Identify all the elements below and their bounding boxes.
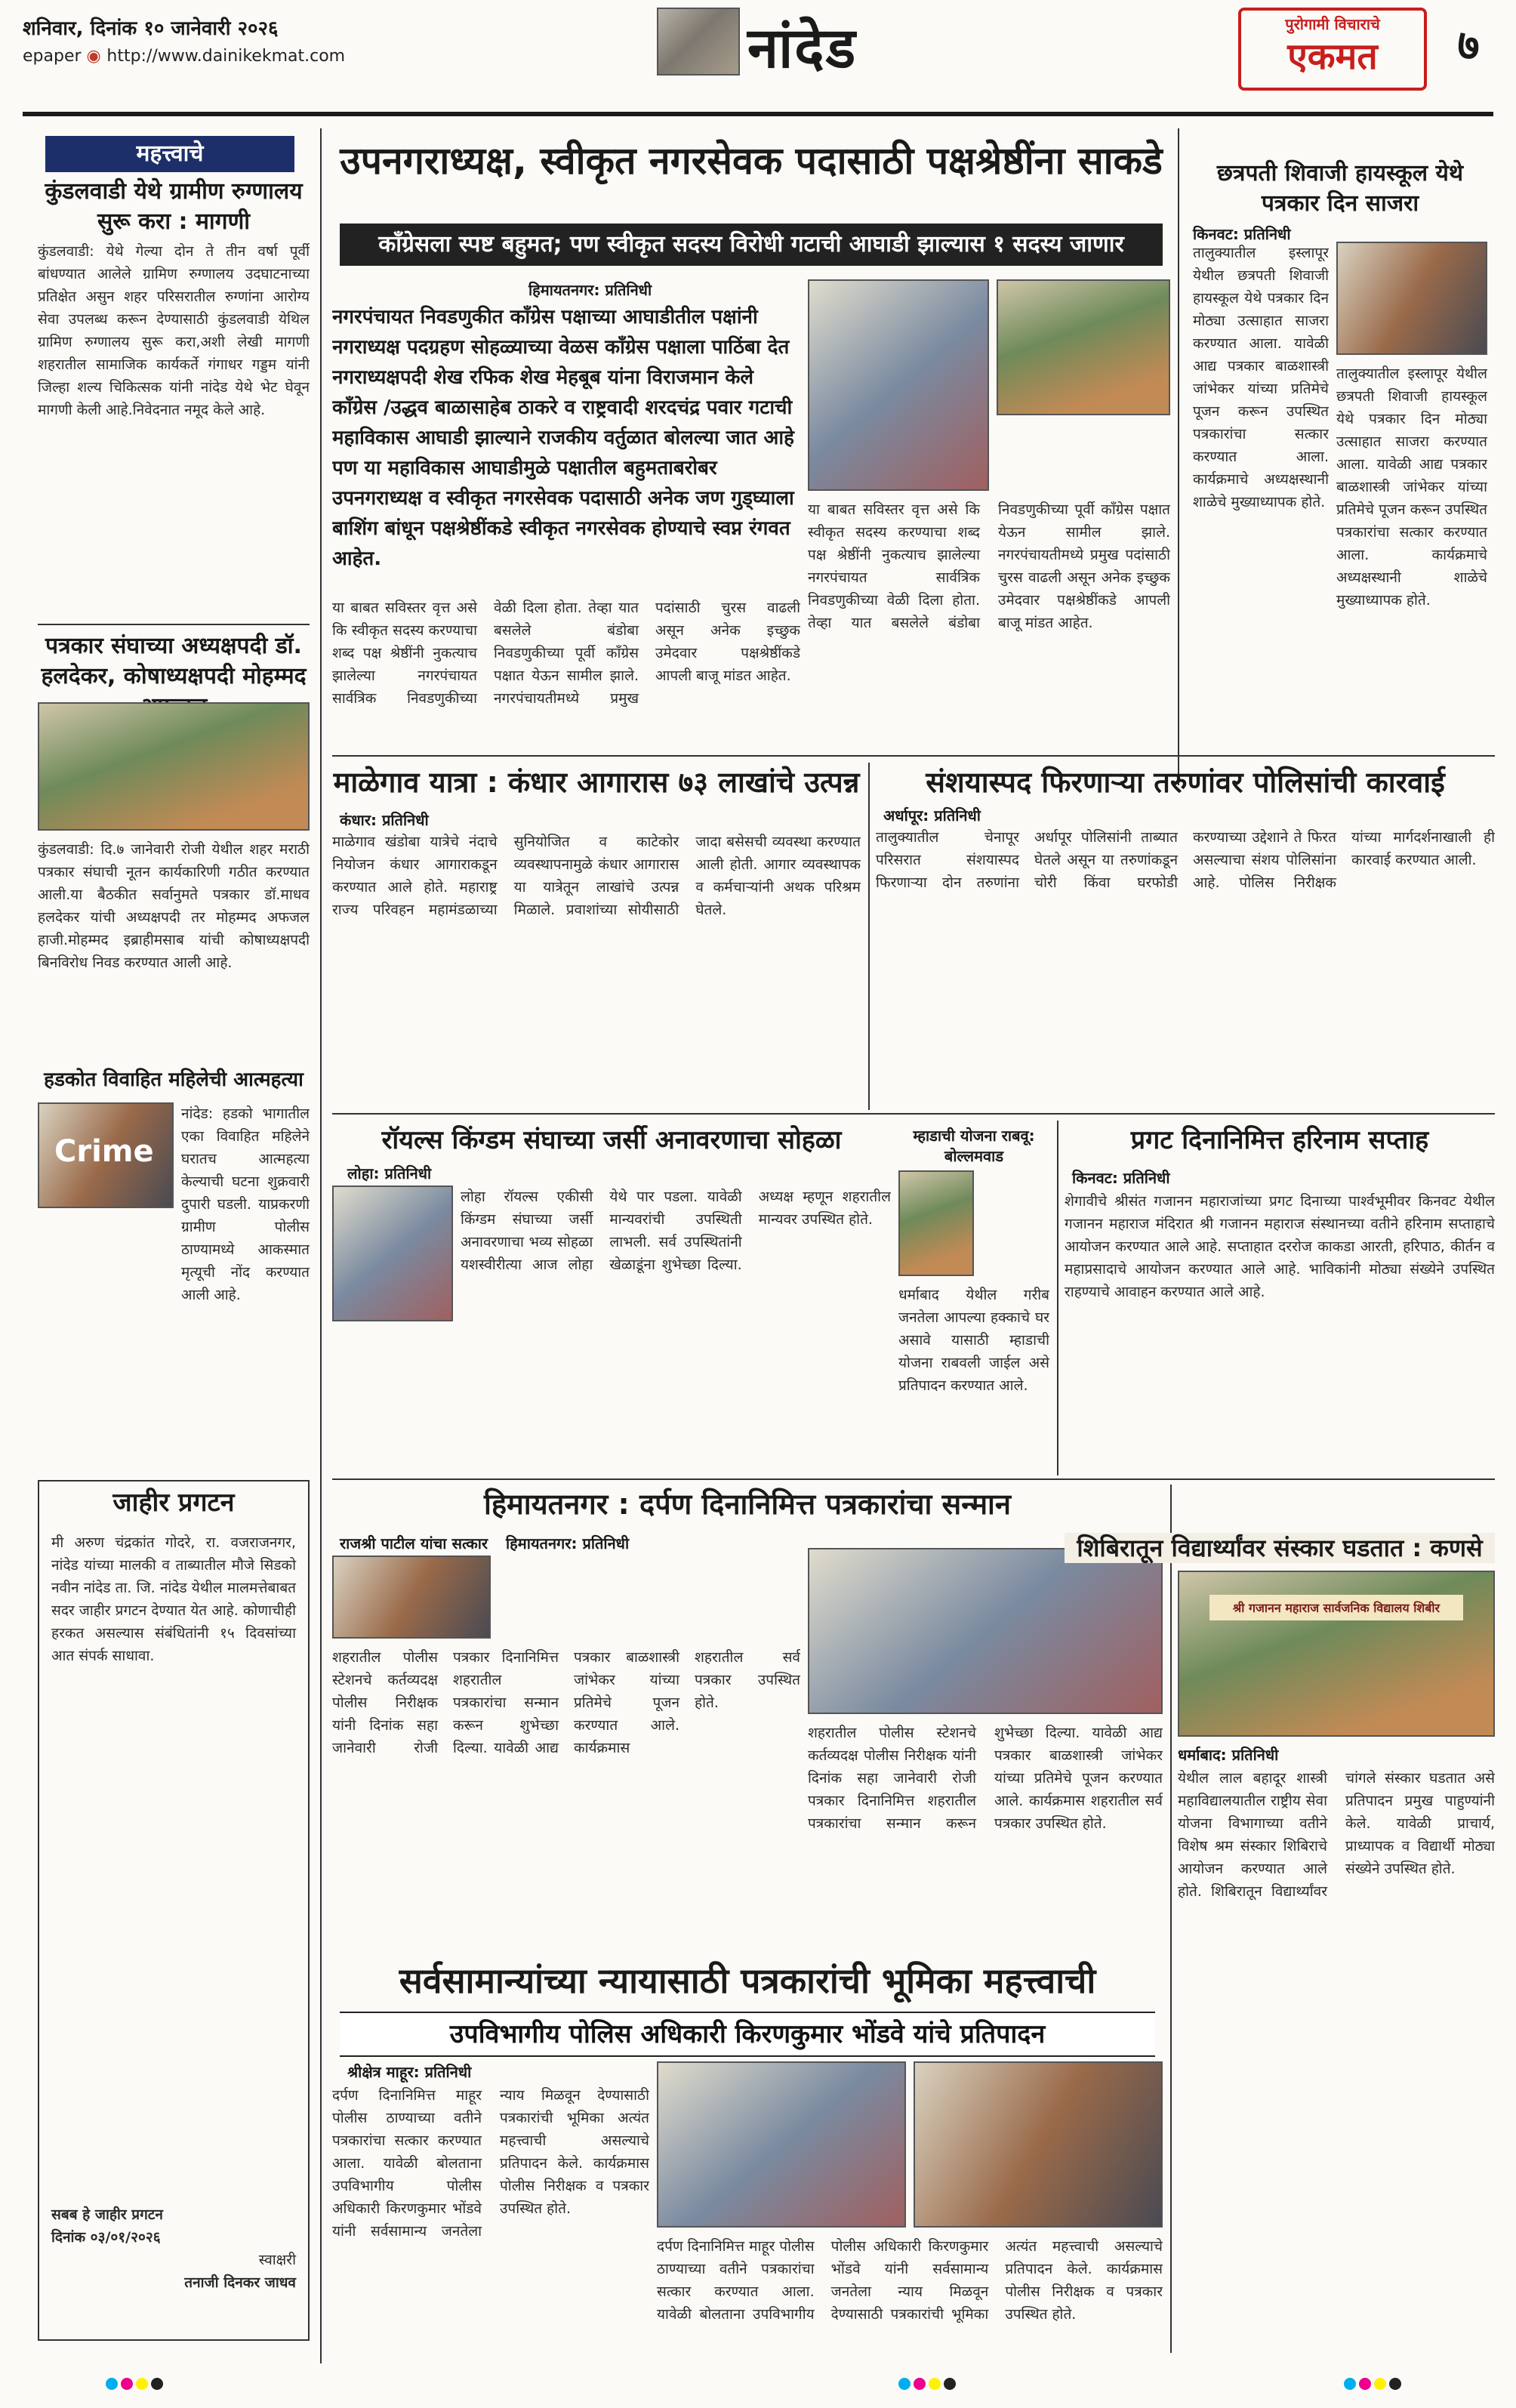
police-body-continued: दर्पण दिनानिमित्त माहूर पोलीस ठाण्याच्या वतीने पत्रकारांचा सत्कार करण्यात आला. यावेळी बोलताना उपविभागीय पोलीस अधिकारी किरणकुमार भोंडवे यांनी सर्वसामान्य जनतेला न्याय मिळवून देण्यासाठी पत्रकारांची भूमिका अत्यंत महत्त्वाची असल्याचे प्रतिपादन केले. कार्यक्रमास पोलीस निरीक्षक व पत्रकार उपस्थित होते. [657,2238,1163,2323]
story3-headline: हडकोत विवाहित महिलेची आत्महत्या [44,1068,304,1091]
crime-image [38,1102,174,1208]
shibir-headline: शिबिरातून विद्यार्थ्यांवर संस्कार घडतात : कणसे [1065,1533,1495,1563]
issue-date: शनिवार, दिनांक १० जानेवारी २०२६ [23,17,279,40]
jersey-byline: लोहा: प्रतिनिधी [347,1164,432,1182]
jersey-photo [332,1186,453,1321]
divider [38,624,310,625]
lead-photo-officials [997,279,1170,415]
darpan-photo-main [808,1548,1163,1714]
city-emblem-image [657,8,740,76]
divider [332,755,1495,757]
theft-byline: अर्धापूर: प्रतिनिधी [883,806,981,825]
column-divider [868,763,870,1110]
story2-body: कुंडलवाडी: दि.७ जानेवारी रोजी येथील शहर मराठी पत्रकार संघाची नूतन कार्यकारिणी गठीत करण्यात आली.या बैठकीत सर्वानुमते पत्रकार डॉ.माधव हलदेकर यांची अध्यक्षपदी तर मोहम्मद अफजल हाजी.मोहम्मद इब्राहीमसाब यांची कोषाध्यक्षपदी बिनविरोध निवड करण्यात आली आहे. [38,841,310,971]
patrakar-din-byline: किनवट: प्रतिनिधी [1193,225,1291,243]
epaper-label: epaper [23,47,82,66]
malegaon-headline: माळेगाव यात्रा : कंधार आगारास ७३ लाखांचे उत्पन्न [333,766,860,799]
story3-body: नांदेड: हडको भागातील एका विवाहित महिलेने घरातच आत्महत्या केल्याची घटना शुक्रवारी दुपारी घडली. याप्रकरणी ग्रामीण पोलीस ठाण्यामध्ये आकस्मात मृत्यूची नोंद करण्यात आली आहे. [181,1105,310,1303]
malegaon-byline: कंधार: प्रतिनिधी [340,811,429,829]
story1-body: कुंडलवाडी: येथे गेल्या दोन ते तीन वर्षा पूर्वी बांधण्यात आलेले ग्रामिण रुग्णालय उदघाटनाच्या प्रतिक्षेत असुन शहर परिसरातील रुग्णांना आरोग्य सेवा उपलब्ध करून देण्यासाठी कुंडलवाडी येथिल ग्रामिण रुग्णालय सुरू करा,अशी लेखी मागणी शहरातील सामाजिक कार्यकर्ते गंगाधर गड्डम यांनी जिल्हा शल्य चिकित्सक यांनी नांदेड येथे भेट घेवून मागणी केली आहे.निवेदनात नमूद केले आहे. [38,243,310,418]
cyan-dot [1344,2378,1356,2390]
darpan-body-continued: शहरातील पोलीस स्टेशनचे कर्तव्यदक्ष पोलीस निरीक्षक यांनी दिनांक सहा जानेवारी रोजी पत्रकार दिनानिमित्त शहरातील पत्रकारांचा सन्मान करून शुभेच्छा दिल्या. यावेळी आद्य पत्रकार बाळशास्त्री जांभेकर यांच्या प्रतिमेचे पूजन करण्यात आले. कार्यक्रमास शहरातील सर्व पत्रकार उपस्थित होते. [808,1725,1163,1832]
police-photo-audience [914,2061,1163,2228]
lead-byline: हिमायतनगर: प्रतिनिधी [528,281,652,299]
notice-body: मी अरुण चंद्रकांत गोदरे, रा. वजराजनगर, नांदेड यांच्या मालकी व ताब्यातील मौजे सिडको नवीन नांदेड ता. जि. नांदेड येथील मालमत्तेबाबत सदर जाहीर प्रगटन देण्यात येत आहे. कोणाचीही हरकत असल्यास संबंधितांनी १५ दिवसांच्या आत संपर्क साधावा. [51,1534,296,1664]
cyan-dot [898,2378,911,2390]
yellow-dot [136,2378,148,2390]
black-dot [151,2378,163,2390]
column-divider [1057,1121,1058,1475]
crime-image-label: Crime [54,1134,154,1169]
globe-icon: ◉ [86,47,107,66]
shibir-banner: श्री गजानन महाराज सार्वजनिक विद्यालय शिबीर [1209,1595,1463,1620]
shibir-byline: धर्माबाद: प्रतिनिधी [1178,1746,1279,1764]
brand-tagline: पुरोगामी विचाराचे [1285,15,1380,33]
brand-name: एकमत [1287,35,1378,78]
yellow-dot [929,2378,941,2390]
harinam-headline: प्रगट दिनानिमित्त हरिनाम सप्ताह [1130,1125,1429,1155]
column-divider [1178,128,1179,785]
lead-body-continued: या बाबत सविस्तर वृत्त असे कि स्वीकृत सदस्य करण्याचा शब्द पक्ष श्रेष्ठींनी नुकत्याच झालेल्या नगरपंचायत सार्वत्रिक निवडणुकीच्या वेळी दिला होता. तेव्हा यात बसलेले बंडोबा निवडणुकीच्या पूर्वी काँग्रेस पक्षात येऊन सामील झाले. नगरपंचायतीमध्ये प्रमुख पदांसाठी चुरस वाढली असून अनेक इच्छुक उमेदवार पक्षश्रेष्ठींकडे आपली बाजू मांडत आहेत. [808,501,1170,631]
patrakar-din-body-continued: तालुक्यातील इस्लापूर येथील छत्रपती शिवाजी हायस्कूल येथे पत्रकार दिन मोठ्या उत्साहात साजरा करण्यात आला. यावेळी आद्य पत्रकार बाळशास्त्री जांभेकर यांच्या प्रतिमेचे पूजन करून उपस्थित पत्रकारांचा सत्कार करण्यात आला. कार्यक्रमाचे अध्यक्षस्थानी शाळेचे मुख्याध्यापक होते. [1336,365,1487,609]
shibir-body: येथील लाल बहादूर शास्त्री महाविद्यालयातील राष्ट्रीय सेवा योजना विभागाच्या वतीने विशेष श्रम संस्कार शिबिराचे आयोजन करण्यात आले होते. शिबिरातून विद्यार्थ्यांवर चांगले संस्कार घडतात असे प्रतिपादन प्रमुख पाहुण्यांनी केले. यावेळी प्राचार्य, प्राध्यापक व विद्यार्थी मोठ्या संख्येने उपस्थित होते. [1178,1770,1495,1900]
lead-photo-ceremony [808,279,989,491]
patrakar-din-headline: छत्रपती शिवाजी हायस्कूल येथे पत्रकार दिन साजरा [1216,160,1464,217]
notice-title: जाहीर प्रगटन [112,1488,235,1518]
yojana-photo [898,1170,974,1276]
column-divider [320,128,322,2363]
police-subhead: उपविभागीय पोलिस अधिकारी किरणकुमार भोंडवे यांचे प्रतिपादन [340,2012,1155,2057]
story1-headline: कुंडलवाडी येथे ग्रामीण रुग्णालय सुरू करा : मागणी [45,178,303,235]
lead-headline: उपनगराध्यक्ष, स्वीकृत नगरसेवक पदासाठी पक्षश्रेष्ठींना साकडे [340,139,1163,183]
epaper-url[interactable]: http://www.dainikekmat.com [106,47,346,66]
police-body: दर्पण दिनानिमित्त माहूर पोलीस ठाण्याच्या वतीने पत्रकारांचा सत्कार करण्यात आला. यावेळी बोलताना उपविभागीय पोलीस अधिकारी किरणकुमार भोंडवे यांनी सर्वसामान्य जनतेला न्याय मिळवून देण्यासाठी पत्रकारांची भूमिका अत्यंत महत्त्वाची असल्याचे प्रतिपादन केले. कार्यक्रमास पोलीस निरीक्षक व पत्रकार उपस्थित होते. [332,2087,649,2240]
notice-signer-label: स्वाक्षरी [258,2252,296,2268]
brand-logo [1238,8,1427,91]
magenta-dot [1359,2378,1371,2390]
darpan-body: शहरातील पोलीस स्टेशनचे कर्तव्यदक्ष पोलीस निरीक्षक यांनी दिनांक सहा जानेवारी रोजी पत्रकार दिनानिमित्त शहरातील पत्रकारांचा सन्मान करून शुभेच्छा दिल्या. यावेळी आद्य पत्रकार बाळशास्त्री जांभेकर यांच्या प्रतिमेचे पूजन करण्यात आले. कार्यक्रमास शहरातील सर्व पत्रकार उपस्थित होते. [332,1649,800,1756]
column-divider [1170,1485,1172,2353]
darpan-byline: हिमायतनगर: प्रतिनिधी [506,1534,630,1552]
police-byline: श्रीक्षेत्र माहूर: प्रतिनिधी [347,2063,472,2081]
registration-marks [898,2378,959,2393]
section-label: महत्त्वाचे [45,136,294,172]
registration-marks [106,2378,166,2393]
yojana-body: धर्माबाद येथील गरीब जनतेला आपल्या हक्काचे घर असावे यासाठी म्हाडाची योजना राबवली जाईल असे प्रतिपादन करण्यात आले. [898,1287,1049,1394]
patrakar-din-photo [1336,242,1487,355]
darpan-photo-small [332,1555,491,1639]
masthead-rule [23,112,1493,116]
police-headline: सर्वसामान्यांच्या न्यायासाठी पत्रकारांची भूमिका महत्त्वाची [399,1960,1096,2001]
yojana-byline: म्हाडाची योजना राबवू: बोल्लमवाड [913,1127,1035,1165]
theft-body: तालुक्यातील चेनापूर परिसरात संशयास्पद फिरणाऱ्या दोन तरुणांना अर्धापूर पोलिसांनी ताब्यात घेतले असून या तरुणांकडून चोरी किंवा घरफोडी करण्याच्या उद्देशाने ते फिरत असल्याचा संशय पोलिसांना आहे. पोलिस निरीक्षक यांच्या मार्गदर्शनाखाली ही कारवाई करण्यात आली. [876,829,1495,891]
notice-signer: तनाजी दिनकर जाधव [184,2274,296,2291]
jersey-headline: रॉयल्स किंग्डम संघाच्या जर्सी अनावरणाचा सोहळा [381,1125,842,1155]
black-dot [944,2378,956,2390]
masthead [0,0,1516,113]
notice-footer: सबब हे जाहीर प्रगटन [51,2206,163,2223]
malegaon-body: माळेगाव खंडोबा यात्रेचे नंदाचे नियोजन कंधार आगाराकडून करण्यात आले होते. महाराष्ट्र राज्य परिवहन महामंडळाच्या सुनियोजित व काटेकोर व्यवस्थापनामुळे कंधार आगारास या यात्रेतून लाखांचे उत्पन्न मिळाले. प्रवाशांच्या सोयीसाठी जादा बसेसची व्यवस्था करण्यात आली होती. आगार व्यवस्थापक व कर्मचाऱ्यांनी अथक परिश्रम घेतले. [332,834,861,918]
darpan-headline: हिमायतनगर : दर्पण दिनानिमित्त पत्रकारांचा सन्मान [484,1488,1011,1521]
page-number: ७ [1457,21,1480,70]
police-photo-felicitation [657,2061,906,2228]
committee-photo [38,702,310,831]
story2-headline: पत्रकार संघाच्या अध्यक्षपदी डॉ. हलदेकर, कोषाध्यक्षपदी मोहम्मद [41,633,307,689]
harinam-body: शेगावीचे श्रीसंत गजानन महाराजांच्या प्रगट दिनाच्या पार्श्वभूमीवर किनवट येथील गजानन महाराज मंदिरात श्री गजानन महाराज संस्थानच्या वतीने हरिनाम सप्ताहाचे आयोजन करण्यात आले आहे. सप्ताहात दररोज काकडा आरती, हरिपाठ, कीर्तन व महाप्रसादाचे आयोजन करण्यात आले आहे. भाविकांनी मोठ्या संख्येने उपस्थित राहण्याचे आवाहन करण्यात आले आहे. [1065,1193,1495,1300]
jersey-body: लोहा रॉयल्स एकीसी किंग्डम संघाच्या जर्सी अनावरणाचा भव्य सोहळा यशस्वीरीत्या आज लोहा येथे पार पडला. यावेळी मान्यवरांची उपस्थिती लाभली. सर्व उपस्थितांनी खेळाडूंना शुभेच्छा दिल्या. अध्यक्ष म्हणून शहरातील मान्यवर उपस्थित होते. [461,1189,891,1273]
public-notice [38,1480,310,2341]
cyan-dot [106,2378,118,2390]
registration-marks [1344,2378,1404,2393]
shibir-photo [1178,1571,1495,1737]
divider [332,1478,1495,1480]
black-dot [1389,2378,1401,2390]
divider [332,1113,1495,1115]
patrakar-din-body: तालुक्यातील इस्लापूर येथील छत्रपती शिवाजी हायस्कूल येथे पत्रकार दिन मोठ्या उत्साहात साजरा करण्यात आला. यावेळी आद्य पत्रकार बाळशास्त्री जांभेकर यांच्या प्रतिमेचे पूजन करून उपस्थित पत्रकारांचा सत्कार करण्यात आला. कार्यक्रमाचे अध्यक्षस्थानी शाळेचे मुख्याध्यापक होते. [1193,245,1329,510]
notice-date: दिनांक ०३/०१/२०२६ [51,2229,161,2246]
lead-body: या बाबत सविस्तर वृत्त असे कि स्वीकृत सदस्य करण्याचा शब्द पक्ष श्रेष्ठींनी नुकत्याच झालेल्या नगरपंचायत सार्वत्रिक निवडणुकीच्या वेळी दिला होता. तेव्हा यात बसलेले बंडोबा निवडणुकीच्या पूर्वी काँग्रेस पक्षात येऊन सामील झाले. नगरपंचायतीमध्ये प्रमुख पदांसाठी चुरस वाढली असून अनेक इच्छुक उमेदवार पक्षश्रेष्ठींकडे आपली बाजू मांडत आहेत. [332,600,800,707]
lead-summary: नगरपंचायत निवडणुकीत काँग्रेस पक्षाच्या आघाडीतील पक्षांनी नगराध्यक्ष पदग्रहण सोहळ्याच्या वेळस काँग्रेस पक्षाला पाठिंबा देत नगराध्यक्षपदी शेख रफिक शेख मेहबूब यांना विराजमान केले काँग्रेस /उद्धव बाळासाहेब ठाकरे व राष्ट्रवादी शरदचंद्र पवार गटाची महाविकास आघाडी झाल्याने राजकीय वर्तुळात बोलल्या जात आहे पण या महाविकास आघाडीमुळे पक्षातील बहुमताबरोबर उपनगराध्यक्ष व स्वीकृत नगरसेवक पदासाठी अनेक जण गुड्घ्याला बाशिंग बांधून पक्षश्रेष्ठींकडे स्वीकृत नगरसेवक होण्याचे स्वप्न रंगवत आहेत. [332,306,794,570]
lead-subhead: काँग्रेसला स्पष्ट बहुमत; पण स्वीकृत सदस्य विरोधी गटाची आघाडी झाल्यास १ सदस्य जाणार [340,224,1163,266]
theft-headline: संशयास्पद फिरणाऱ्या तरुणांवर पोलिसांची कारवाई [926,766,1445,799]
yellow-dot [1374,2378,1386,2390]
magenta-dot [121,2378,133,2390]
darpan-sub-byline: राजश्री पाटील यांचा सत्कार [340,1534,488,1552]
harinam-byline: किनवट: प्रतिनिधी [1072,1169,1170,1187]
city-name: नांदेड [747,16,858,81]
magenta-dot [914,2378,926,2390]
epaper-link[interactable] [23,47,345,66]
